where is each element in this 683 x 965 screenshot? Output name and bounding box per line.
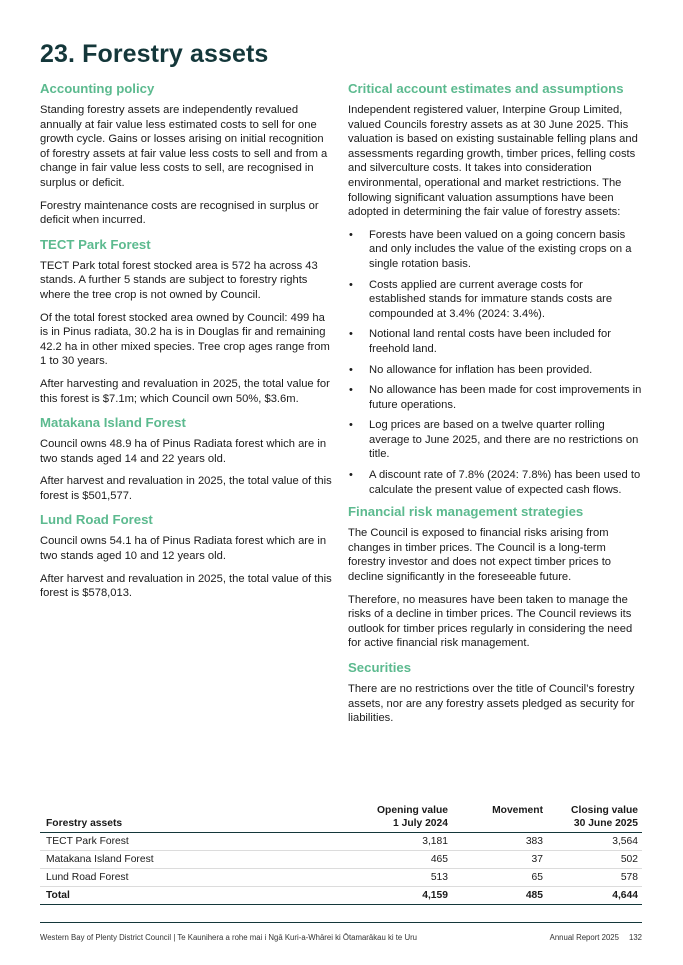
list-item-text: Log prices are based on a twelve quarter rolling average to June 2025, and there are no restrictions on title. [369,419,639,461]
paragraph: Of the total forest stocked area owned by Council: 499 ha is in Pinus radiata, 30.2 ha is in Douglas fir and remaining 42.2 ha in other mixed species. Tree crop ages range from 1 to 30 years. [40,311,330,368]
column-header-name: Forestry assets [46,817,123,829]
list-item-text: A discount rate of 7.8% (2024: 7.8%) has been used to calculate the present value of expected cash flows. [369,469,641,496]
left-column [40,80,334,609]
accounting-policy-section [40,80,334,228]
closing-header-line1: Closing value [571,805,638,816]
paragraph: Council owns 54.1 ha of Pinus Radiata forest which are in two stands aged 10 and 12 years old. [40,535,327,563]
table-row [40,869,642,887]
list-item [348,278,642,322]
cell-closing: 3,564 [547,833,642,851]
bullet-icon: • [349,419,353,432]
cell-opening: 4,159 [340,887,452,905]
cell-name: Total [40,887,340,905]
critical-estimates-section [348,80,642,497]
paragraph: After harvest and revaluation in 2025, the total value of this forest is $501,577. [40,475,332,502]
column-header-opening [340,803,452,833]
paragraph: Council owns 48.9 ha of Pinus Radiata forest which are in two stands aged 14 and 22 years old. [40,438,327,465]
list-item-text: Costs applied are current average costs for established stands for immature stands costs are compounded at 3.4% (2024: 3.4%). [369,278,613,320]
forestry-assets-table [40,803,642,905]
footer-report-info [550,933,642,942]
accounting-policy-heading: Accounting policy [40,81,155,96]
list-item [348,418,642,462]
tect-park-section [40,236,334,406]
list-item-text: Notional land rental costs have been included for freehold land. [369,328,611,355]
lund-road-heading: Lund Road Forest [40,512,153,528]
list-item-text: No allowance for inflation has been provided. [369,363,593,376]
financial-risk-section [348,503,642,651]
bullet-icon: • [349,328,353,341]
list-item [348,383,642,412]
list-item-text: No allowance has been made for cost improvements in future operations. [369,384,642,411]
cell-movement: 485 [452,887,547,905]
list-item-text: Forests have been valued on a going concern basis and only includes the value of the existing crops on a single rotation basis. [369,228,632,270]
page-title: 23. Forestry assets [40,40,269,68]
opening-header-line2: 1 July 2024 [393,817,448,829]
table-row [40,851,642,869]
cell-closing: 578 [547,869,642,887]
critical-estimates-heading: Critical account estimates and assumptions [348,81,624,96]
cell-opening: 513 [340,869,452,887]
cell-name: TECT Park Forest [40,833,340,851]
cell-movement: 383 [452,833,547,851]
paragraph: After harvest and revaluation in 2025, the total value of this forest is $578,013. [40,572,332,600]
bullet-icon: • [349,384,353,397]
paragraph: Standing forestry assets are independently revalued annually at fair value less estimated costs to sell for one growth cycle. Gains or losses arising on initial recognition of forestry assets at fair value less costs to sell and from a change in fair value less costs to sell, are recognised in surplus or deficit. [40,104,328,189]
right-column [348,80,642,734]
securities-heading: Securities [348,660,412,675]
footer-divider [40,922,642,923]
paragraph: Independent registered valuer, Interpine Group Limited, valued Councils forestry assets as at 30 June 2025. This valuation is based on existing sustainable felling plans and assessments regarding growth, timber prices, felling costs and silverculture costs. It takes into consideration environmental, operational and market restrictions. The following significant valuation assumptions have been adopted in determining the fair value of forestry assets: [348,104,638,219]
financial-risk-heading: Financial risk management strategies [348,504,584,520]
bullet-icon: • [349,228,353,241]
column-header-movement: Movement [492,805,543,816]
tect-park-heading: TECT Park Forest [40,236,151,252]
paragraph: Forestry maintenance costs are recognised in surplus or deficit when incurred. [40,199,319,227]
lund-road-section [40,511,334,600]
paragraph: There are no restrictions over the title of Council’s forestry assets, nor are any forestry assets pledged as security for liabilities. [348,683,635,725]
cell-movement: 65 [452,869,547,887]
bullet-icon: • [349,278,353,291]
table-total-row [40,887,642,905]
cell-opening: 465 [340,851,452,869]
list-item [348,327,642,356]
list-item [348,363,642,378]
paragraph: Therefore, no measures have been taken to manage the risks of a decline in timber prices. The Council reviews its outlook for timber prices regularly in considering the need for active financial risk management. [348,593,633,650]
paragraph: After harvesting and revaluation in 2025, the total value for this forest is $7.1m; which Council own 50%, $3.6m. [40,377,330,405]
cell-name: Lund Road Forest [40,869,340,887]
list-item [348,468,642,497]
bullet-icon: • [349,469,353,482]
securities-section [348,659,642,726]
footer-council-name: Western Bay of Plenty District Council | Te Kaunihera a rohe mai i Ngā Kuri-a-Whārei ki Ōtamarākau ki te Uru [40,933,418,942]
matakana-heading: Matakana Island Forest [40,415,186,431]
matakana-section [40,414,334,503]
list-item [348,228,642,272]
footer-report-title: Annual Report 2025 [549,933,619,942]
page-number: 132 [628,933,642,942]
bullet-icon: • [349,363,353,376]
cell-closing: 502 [547,851,642,869]
table-row [40,833,642,851]
cell-name: Matakana Island Forest [40,851,340,869]
table-header-row [40,803,642,833]
cell-opening: 3,181 [340,833,452,851]
cell-closing: 4,644 [547,887,642,905]
paragraph: TECT Park total forest stocked area is 572 ha across 43 stands. A further 5 stands are subject to forestry rights where the tree crop is not owned by Council. [40,259,318,301]
closing-header-line2: 30 June 2025 [573,817,638,829]
column-header-closing [547,803,642,833]
assumptions-list [348,228,642,498]
paragraph: The Council is exposed to financial risks arising from changes in timber prices. The Council is a long-term forestry investor and does not expect timber prices to decline significantly in the foreseeable future. [348,527,612,584]
cell-movement: 37 [452,851,547,869]
opening-header-line1: Opening value [377,805,448,816]
